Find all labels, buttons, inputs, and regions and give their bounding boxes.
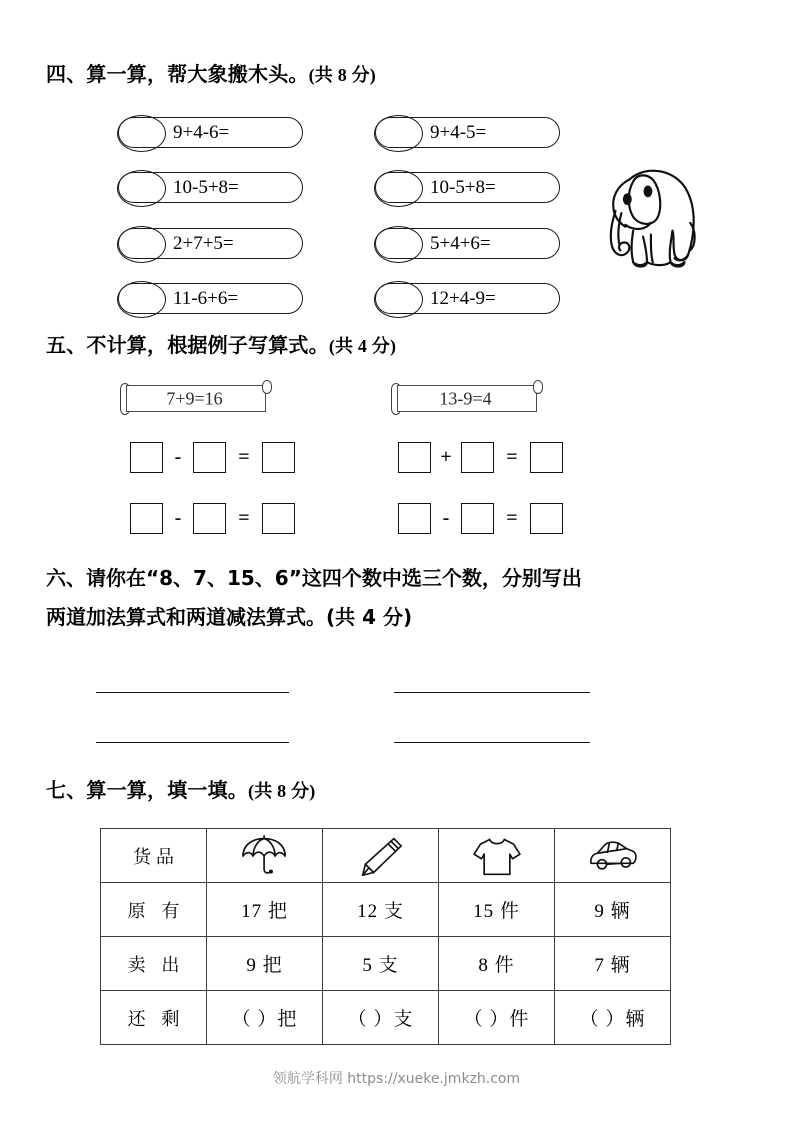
section-five-score: (共 4 分) bbox=[328, 336, 397, 356]
operator-symbol: - bbox=[174, 446, 182, 468]
equation-oval[interactable] bbox=[375, 172, 560, 203]
answer-box[interactable] bbox=[193, 442, 226, 473]
equals-symbol: = bbox=[506, 446, 518, 468]
table-row bbox=[101, 883, 671, 937]
answer-box[interactable] bbox=[130, 442, 163, 473]
table-cell: 15 件 bbox=[439, 883, 555, 937]
table-cell: 17 把 bbox=[207, 883, 323, 937]
equals-symbol: = bbox=[238, 507, 250, 529]
answer-box[interactable] bbox=[193, 503, 226, 534]
example-equation: 13-9=4 bbox=[439, 388, 492, 408]
equation-text: 9+4-6= bbox=[173, 121, 230, 143]
section-four-title bbox=[46, 62, 376, 87]
answer-circle[interactable] bbox=[374, 281, 423, 318]
row-label-text: 原 有 bbox=[127, 900, 185, 922]
table-header-row bbox=[101, 829, 671, 883]
row-label bbox=[101, 883, 207, 937]
section-four-title-text: 四、算一算，帮大象搬木头。 bbox=[46, 62, 309, 86]
row-label bbox=[101, 937, 207, 991]
equation-text: 2+7+5= bbox=[173, 232, 234, 254]
answer-box[interactable] bbox=[530, 503, 563, 534]
goods-table bbox=[100, 828, 671, 1045]
table-cell-blank[interactable]: （ ）辆 bbox=[555, 991, 671, 1045]
answer-line[interactable] bbox=[96, 692, 289, 693]
equation-oval[interactable] bbox=[118, 283, 303, 314]
section-six-title-line2: 两道加法算式和两道减法算式。 bbox=[46, 605, 326, 629]
table-cell: 5 支 bbox=[323, 937, 439, 991]
blank-equation-row bbox=[398, 503, 563, 534]
section-four-score: (共 8 分) bbox=[308, 65, 376, 85]
answer-line[interactable] bbox=[394, 742, 590, 743]
answer-box[interactable] bbox=[398, 503, 431, 534]
blank-equation-row bbox=[398, 442, 563, 473]
equation-oval[interactable] bbox=[375, 228, 560, 259]
equation-text: 12+4-9= bbox=[430, 287, 496, 309]
answer-box[interactable] bbox=[461, 442, 494, 473]
operator-symbol: + bbox=[440, 446, 452, 468]
section-six-title-line1: 六、请你在“8、7、15、6”这四个数中选三个数，分别写出 bbox=[46, 566, 582, 590]
section-six-score: (共 4 分) bbox=[326, 605, 413, 629]
answer-circle[interactable] bbox=[117, 226, 166, 263]
row-label-text: 卖 出 bbox=[127, 954, 185, 976]
equation-text: 9+4-5= bbox=[430, 121, 487, 143]
section-six-title-line2-wrap bbox=[46, 598, 756, 637]
equation-oval[interactable] bbox=[375, 117, 560, 148]
pencil-icon bbox=[323, 829, 439, 883]
tshirt-icon bbox=[439, 829, 555, 883]
table-cell-blank[interactable]: （ ）把 bbox=[207, 991, 323, 1045]
row-label bbox=[101, 991, 207, 1045]
table-cell: 12 支 bbox=[323, 883, 439, 937]
section-seven-title bbox=[46, 778, 315, 803]
equation-oval[interactable] bbox=[118, 172, 303, 203]
umbrella-icon bbox=[207, 829, 323, 883]
table-cell-blank[interactable]: （ ）件 bbox=[439, 991, 555, 1045]
section-five-title-text: 五、不计算，根据例子写算式。 bbox=[46, 333, 329, 357]
equation-text: 10-5+8= bbox=[430, 176, 496, 198]
car-icon bbox=[555, 829, 671, 883]
table-cell: 9 辆 bbox=[555, 883, 671, 937]
answer-circle[interactable] bbox=[117, 281, 166, 318]
table-cell: 9 把 bbox=[207, 937, 323, 991]
answer-circle[interactable] bbox=[117, 170, 166, 207]
answer-box[interactable] bbox=[398, 442, 431, 473]
answer-line[interactable] bbox=[394, 692, 590, 693]
table-row bbox=[101, 937, 671, 991]
answer-circle[interactable] bbox=[374, 170, 423, 207]
equation-text: 5+4+6= bbox=[430, 232, 491, 254]
answer-box[interactable] bbox=[530, 442, 563, 473]
section-seven-score: (共 8 分) bbox=[248, 781, 316, 801]
section-six-title bbox=[46, 559, 756, 637]
answer-box[interactable] bbox=[262, 503, 295, 534]
footer-watermark: 领航学科网 https://xueke.jmkzh.com bbox=[272, 1071, 521, 1087]
answer-line[interactable] bbox=[96, 742, 289, 743]
equation-oval[interactable] bbox=[118, 228, 303, 259]
blank-equation-row bbox=[130, 503, 295, 534]
section-five-title bbox=[46, 333, 396, 358]
table-cell-blank[interactable]: （ ）支 bbox=[323, 991, 439, 1045]
table-cell: 8 件 bbox=[439, 937, 555, 991]
answer-box[interactable] bbox=[461, 503, 494, 534]
elephant-icon bbox=[586, 152, 704, 274]
blank-equation-row bbox=[130, 442, 295, 473]
answer-box[interactable] bbox=[130, 503, 163, 534]
table-header-label bbox=[101, 829, 207, 883]
answer-circle[interactable] bbox=[374, 115, 423, 152]
equation-text: 10-5+8= bbox=[173, 176, 239, 198]
section-seven-title-text: 七、算一算，填一填。 bbox=[46, 778, 248, 802]
example-scroll bbox=[117, 382, 272, 415]
answer-circle[interactable] bbox=[117, 115, 166, 152]
equals-symbol: = bbox=[506, 507, 518, 529]
answer-circle[interactable] bbox=[374, 226, 423, 263]
example-scroll bbox=[388, 382, 543, 415]
equation-text: 11-6+6= bbox=[173, 287, 239, 309]
equation-oval[interactable] bbox=[375, 283, 560, 314]
row-label-text: 还 剩 bbox=[127, 1008, 185, 1030]
goods-label: 货品 bbox=[133, 846, 179, 868]
operator-symbol: - bbox=[442, 507, 450, 529]
example-equation: 7+9=16 bbox=[166, 388, 223, 408]
table-cell: 7 辆 bbox=[555, 937, 671, 991]
equals-symbol: = bbox=[238, 446, 250, 468]
table-row bbox=[101, 991, 671, 1045]
operator-symbol: - bbox=[174, 507, 182, 529]
answer-box[interactable] bbox=[262, 442, 295, 473]
equation-oval[interactable] bbox=[118, 117, 303, 148]
